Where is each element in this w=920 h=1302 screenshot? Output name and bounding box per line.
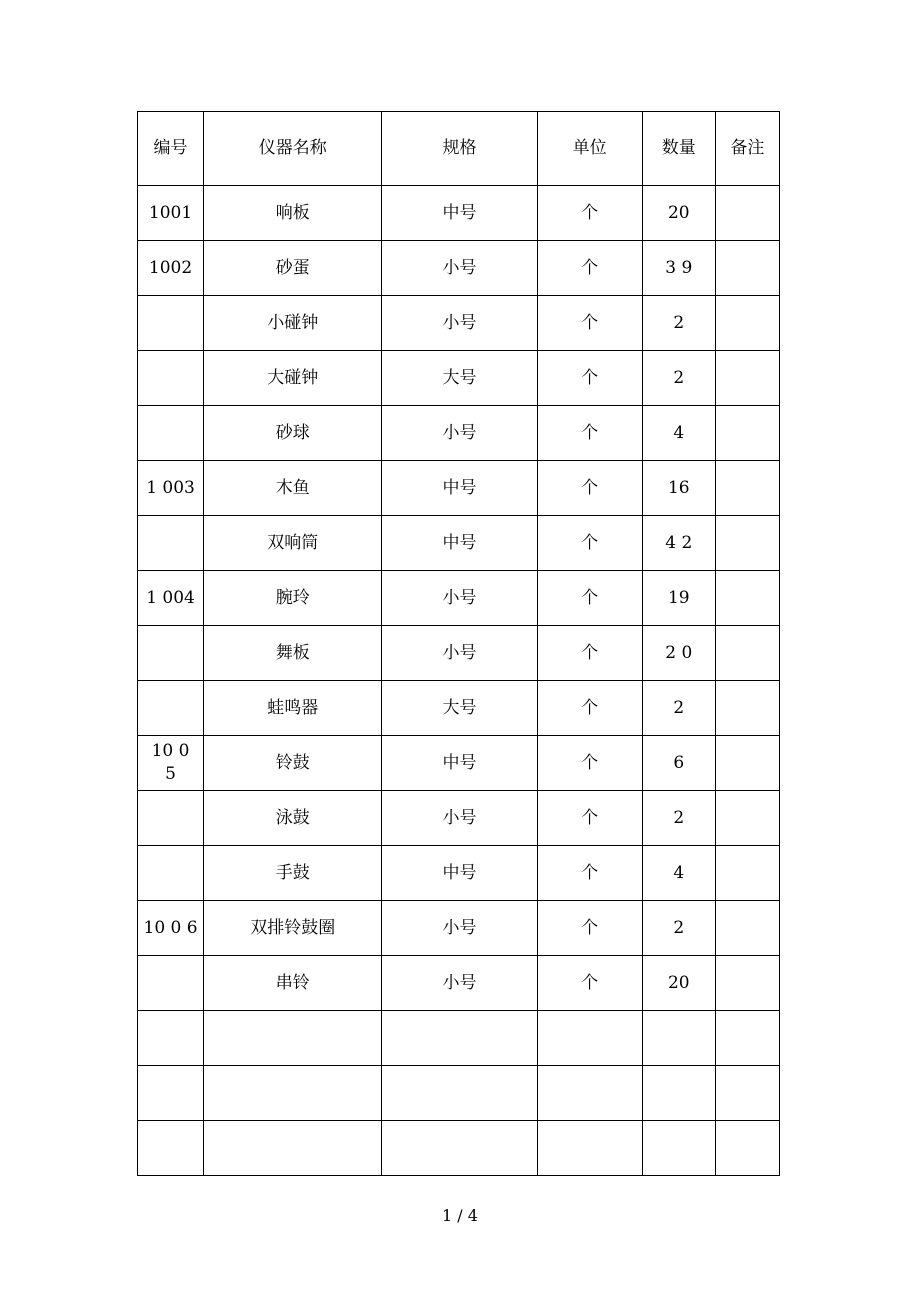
cell-quantity [642,1121,715,1176]
table-row [138,1066,780,1121]
cell-note [715,1121,779,1176]
table-row [138,901,780,956]
cell-unit [537,1121,642,1176]
cell-name: 双响筒 [204,516,382,571]
cell-name [204,1121,382,1176]
cell-spec: 中号 [382,736,537,791]
cell-note [715,406,779,461]
cell-note [715,681,779,736]
table-row [138,1121,780,1176]
cell-quantity [642,1011,715,1066]
cell-unit: 个 [537,681,642,736]
cell-unit: 个 [537,846,642,901]
cell-note [715,846,779,901]
table-row [138,186,780,241]
cell-id [138,846,204,901]
cell-name: 砂蛋 [204,241,382,296]
cell-note [715,186,779,241]
header-id: 编号 [138,112,204,186]
cell-spec: 中号 [382,461,537,516]
cell-quantity: 2 [642,901,715,956]
cell-quantity: 4 2 [642,516,715,571]
cell-note [715,461,779,516]
cell-quantity: 6 [642,736,715,791]
page-number: 1 / 4 [442,1206,478,1225]
cell-spec [382,1066,537,1121]
cell-quantity [642,1066,715,1121]
cell-note [715,1011,779,1066]
cell-name: 铃鼓 [204,736,382,791]
cell-name: 大碰钟 [204,351,382,406]
cell-name: 响板 [204,186,382,241]
cell-spec: 中号 [382,516,537,571]
cell-name [204,1011,382,1066]
cell-note [715,516,779,571]
cell-id [138,296,204,351]
cell-unit: 个 [537,956,642,1011]
cell-spec: 小号 [382,626,537,681]
cell-spec: 小号 [382,296,537,351]
cell-spec: 小号 [382,571,537,626]
cell-unit: 个 [537,461,642,516]
cell-spec: 大号 [382,681,537,736]
cell-note [715,791,779,846]
header-name: 仪器名称 [204,112,382,186]
cell-unit: 个 [537,241,642,296]
header-quantity: 数量 [642,112,715,186]
cell-note [715,626,779,681]
cell-name: 木鱼 [204,461,382,516]
cell-spec: 中号 [382,186,537,241]
cell-id: 1 003 [138,461,204,516]
cell-quantity: 16 [642,461,715,516]
cell-name: 小碰钟 [204,296,382,351]
cell-id [138,1011,204,1066]
table-row [138,516,780,571]
cell-id: 1002 [138,241,204,296]
cell-note [715,296,779,351]
cell-note [715,1066,779,1121]
cell-id [138,516,204,571]
cell-unit: 个 [537,296,642,351]
cell-unit: 个 [537,626,642,681]
cell-unit: 个 [537,351,642,406]
table-row [138,461,780,516]
cell-unit [537,1066,642,1121]
cell-unit: 个 [537,406,642,461]
table-row [138,406,780,461]
cell-id [138,1121,204,1176]
cell-name: 双排铃鼓圈 [204,901,382,956]
cell-id: 1 004 [138,571,204,626]
table-row [138,736,780,791]
cell-name: 泳鼓 [204,791,382,846]
cell-note [715,571,779,626]
table-row [138,241,780,296]
table-row [138,846,780,901]
table-row [138,571,780,626]
table-row [138,791,780,846]
cell-quantity: 20 [642,186,715,241]
cell-name [204,1066,382,1121]
table-body [138,186,780,1176]
cell-note [715,956,779,1011]
cell-spec [382,1121,537,1176]
cell-id [138,406,204,461]
cell-quantity: 3 9 [642,241,715,296]
cell-spec [382,1011,537,1066]
cell-id [138,1066,204,1121]
cell-id [138,681,204,736]
table-row [138,681,780,736]
cell-quantity: 2 [642,791,715,846]
cell-quantity: 2 [642,351,715,406]
table-row [138,296,780,351]
cell-id [138,956,204,1011]
cell-note [715,901,779,956]
cell-spec: 大号 [382,351,537,406]
cell-spec: 中号 [382,846,537,901]
cell-spec: 小号 [382,956,537,1011]
cell-name: 舞板 [204,626,382,681]
cell-name: 砂球 [204,406,382,461]
header-spec: 规格 [382,112,537,186]
cell-name: 串铃 [204,956,382,1011]
cell-id: 1001 [138,186,204,241]
cell-quantity: 2 [642,296,715,351]
table-row [138,351,780,406]
cell-unit: 个 [537,571,642,626]
cell-quantity: 2 0 [642,626,715,681]
cell-quantity: 19 [642,571,715,626]
cell-id [138,351,204,406]
cell-spec: 小号 [382,791,537,846]
table-row [138,1011,780,1066]
cell-unit: 个 [537,186,642,241]
cell-note [715,351,779,406]
cell-unit: 个 [537,901,642,956]
cell-spec: 小号 [382,406,537,461]
table-header-row [138,112,780,186]
cell-name: 手鼓 [204,846,382,901]
cell-unit: 个 [537,736,642,791]
cell-quantity: 4 [642,406,715,461]
instrument-inventory-table [137,111,780,1176]
header-unit: 单位 [537,112,642,186]
cell-quantity: 2 [642,681,715,736]
cell-unit: 个 [537,516,642,571]
cell-name: 蛙鸣器 [204,681,382,736]
cell-id [138,791,204,846]
cell-quantity: 20 [642,956,715,1011]
cell-spec: 小号 [382,241,537,296]
cell-note [715,241,779,296]
cell-spec: 小号 [382,901,537,956]
table-row [138,626,780,681]
cell-id: 10 0 6 [138,901,204,956]
cell-note [715,736,779,791]
cell-name: 腕玲 [204,571,382,626]
cell-unit: 个 [537,791,642,846]
cell-id: 10 0 5 [138,736,204,791]
header-note: 备注 [715,112,779,186]
table-row [138,956,780,1011]
cell-id [138,626,204,681]
cell-quantity: 4 [642,846,715,901]
cell-unit [537,1011,642,1066]
